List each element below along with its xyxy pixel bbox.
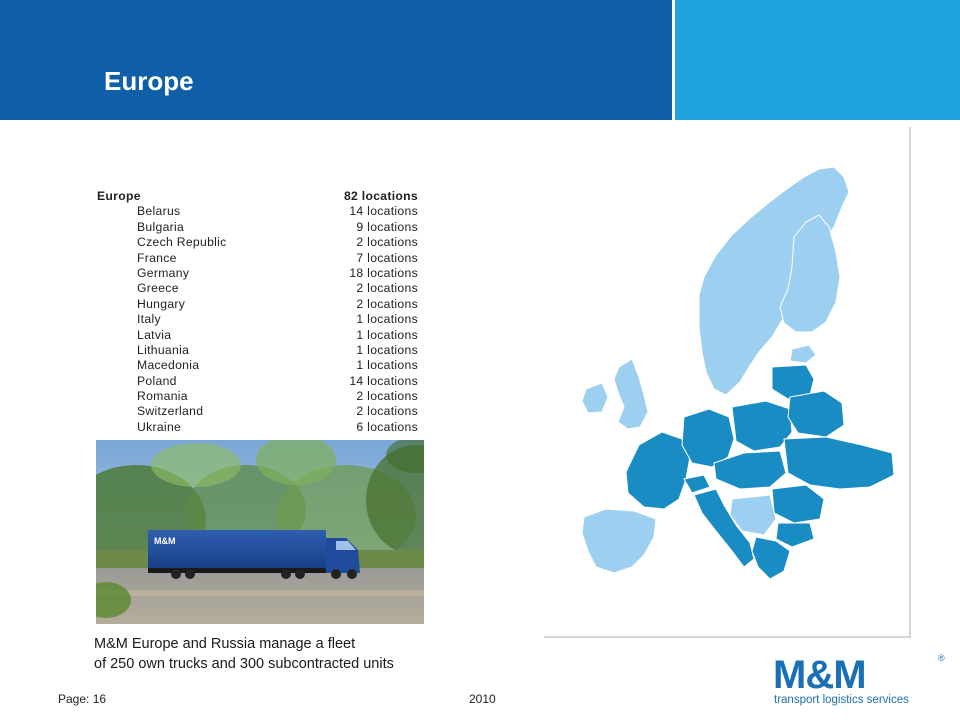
- country-count: 2 locations: [356, 296, 418, 311]
- country-name: Switzerland: [137, 404, 204, 419]
- country-name: Lithuania: [137, 342, 190, 357]
- country-row: [97, 312, 427, 327]
- header-band-dark: [0, 0, 672, 120]
- country-count: 18 locations: [349, 265, 418, 280]
- country-count: 9 locations: [356, 219, 418, 234]
- slide-title: Europe: [104, 66, 194, 96]
- total-location-count: 82 locations: [343, 189, 418, 203]
- country-row: [97, 266, 427, 281]
- locations-total-row: [97, 189, 427, 204]
- footer-year: 2010: [469, 692, 496, 706]
- country-row: [97, 358, 427, 373]
- country-name: Italy: [137, 312, 161, 327]
- country-count: 7 locations: [356, 250, 418, 265]
- country-count: 1 locations: [356, 312, 418, 327]
- country-count: 1 locations: [356, 342, 418, 357]
- logo-tagline: transport logistics services: [774, 694, 909, 706]
- country-name: Bulgaria: [137, 219, 185, 234]
- map-romania: [772, 485, 824, 523]
- map-estonia: [790, 345, 816, 363]
- caption-line-1: M&M Europe and Russia manage a fleet: [94, 636, 356, 652]
- country-row: [97, 343, 427, 358]
- country-count: 2 locations: [356, 389, 418, 404]
- country-name: Hungary: [137, 296, 186, 311]
- country-name: Ukraine: [137, 419, 182, 434]
- map-france: [626, 432, 690, 509]
- country-name: France: [137, 250, 177, 265]
- map-iberia: [582, 509, 656, 573]
- locations-table: [97, 189, 427, 435]
- country-name: Belarus: [137, 204, 181, 219]
- europe-map: [544, 127, 909, 636]
- country-name: Macedonia: [137, 358, 200, 373]
- map-germany: [682, 409, 734, 467]
- country-row: [97, 281, 427, 296]
- country-row: [97, 389, 427, 404]
- country-name: Czech Republic: [137, 235, 227, 250]
- mm-logo-graphic: [772, 651, 948, 709]
- country-name: Poland: [137, 373, 177, 388]
- country-row: [97, 220, 427, 235]
- country-count: 2 locations: [356, 235, 418, 250]
- total-region-name: Europe: [97, 189, 141, 203]
- country-count: 2 locations: [356, 281, 418, 296]
- country-count: 1 locations: [356, 327, 418, 342]
- country-name: Romania: [137, 389, 188, 404]
- truck-brand-text: M&M: [154, 536, 176, 546]
- map-bulgaria: [776, 523, 814, 547]
- country-row: [97, 297, 427, 312]
- country-row: [97, 235, 427, 250]
- caption-line-2: of 250 own trucks and 300 subcontracted units: [94, 656, 394, 672]
- country-name: Greece: [137, 281, 179, 296]
- country-row: [97, 420, 427, 435]
- truck-photo: [96, 440, 424, 624]
- logo-registered-mark: ®: [938, 653, 945, 663]
- map-ireland: [582, 383, 608, 413]
- country-row: [97, 251, 427, 266]
- country-count: 14 locations: [349, 204, 418, 219]
- country-row: [97, 204, 427, 219]
- fleet-caption: [94, 634, 394, 674]
- country-row: [97, 404, 427, 419]
- logo-brand-text: M&M: [773, 653, 866, 697]
- country-count: 1 locations: [356, 358, 418, 373]
- map-uk: [614, 359, 648, 429]
- country-name: Latvia: [137, 327, 172, 342]
- map-poland: [732, 401, 792, 451]
- truck-photo-illustration: [96, 440, 424, 624]
- page-number: Page: 16: [58, 692, 107, 706]
- map-ukraine: [784, 437, 894, 489]
- company-logo: [772, 651, 948, 709]
- map-belarus: [788, 391, 844, 437]
- country-count: 2 locations: [356, 404, 418, 419]
- map-switzerland: [684, 475, 710, 493]
- europe-map-panel: [544, 127, 911, 638]
- country-count: 14 locations: [349, 373, 418, 388]
- header-band-light: [675, 0, 960, 120]
- country-name: Germany: [137, 265, 190, 280]
- country-row: [97, 328, 427, 343]
- country-count: 6 locations: [356, 419, 418, 434]
- country-row: [97, 374, 427, 389]
